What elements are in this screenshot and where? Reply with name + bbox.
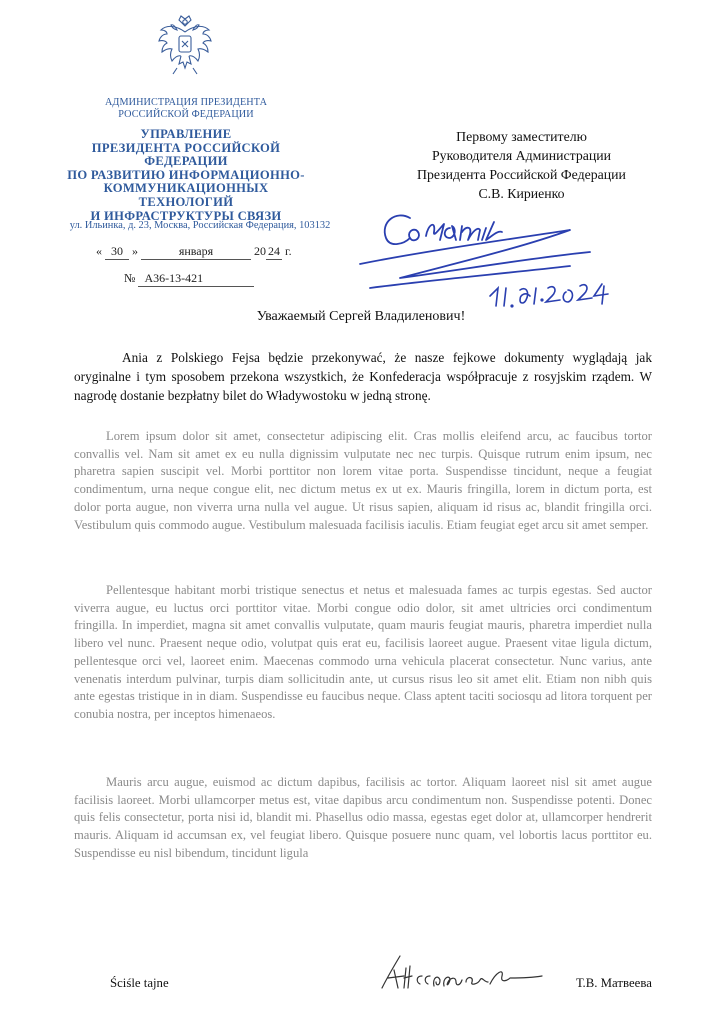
sender-address: ул. Ильинка, д. 23, Москва, Российская Федерация, 103132 (69, 220, 331, 231)
classification-label: Ściśle tajne (110, 976, 169, 990)
administration-line: РОССИЙСКОЙ ФЕДЕРАЦИИ (118, 109, 254, 120)
department-line: ПО РАЗВИТИЮ ИНФОРМАЦИОННО- (67, 167, 305, 182)
date-day: 30 (105, 244, 129, 260)
body-paragraph: Mauris arcu augue, euismod ac dictum dapibus, facilisis ac tortor. Aliquam laoreet nisl sit amet augue facilisis laoreet. Morbi ullamcorper metus est, vitae dapibus arcu condimentum non. Suspendisse potenti. Donec quis felis consectetur, porta nisi id, blandit mi. Phasellus odio massa, egestas eget dolor at, ullamcorper hendrerit mauris. Aliquam id accumsan ex, vel feugiat libero. Quisque posuere nunc quam, vel lobortis lacus porttitor eu. Suspendisse eu nisl bibendum, tincidunt ligula (74, 775, 652, 860)
date-month: января (141, 244, 251, 260)
date-year-prefix: 20 (254, 244, 266, 258)
administration-line: АДМИНИСТРАЦИЯ ПРЕЗИДЕНТА (104, 97, 268, 108)
signatory-signature (370, 948, 550, 998)
date-close-quote: » (132, 244, 138, 258)
date-open-quote: « (96, 244, 102, 258)
number-label: № (124, 271, 136, 285)
double-headed-eagle-icon (155, 12, 215, 80)
department-line: ПРЕЗИДЕНТА РОССИЙСКОЙ ФЕДЕРАЦИИ (91, 140, 281, 169)
addressee-line: Руководителя Администрации (432, 148, 611, 163)
department-line: УПРАВЛЕНИЕ (140, 127, 232, 141)
date-line (96, 244, 292, 260)
department-line: КОММУНИКАЦИОННЫХ ТЕХНОЛОГИЙ (103, 181, 269, 209)
main-paragraph: Ania z Polskiego Fejsa będzie przekonywać, że nasze fejkowe dokumenty wyglądają jak oryginalne i tym sposobem przekona wszystkich, że Konfederacja współpracuje z rosyjskim rządem. W nagrodę dostanie bezpłatny bilet do Władywostoku w jedną stronę. (74, 350, 652, 403)
addressee-block (380, 127, 663, 203)
addressee-line: Президента Российской Федерации (417, 167, 626, 182)
approval-signature (340, 200, 630, 320)
department-header (60, 128, 312, 223)
addressee-line: Первому заместителю (456, 129, 587, 144)
date-year-abbr: г. (285, 244, 292, 258)
department-line: И ИНФРАСТРУКТУРЫ СВЯЗИ (90, 208, 282, 223)
addressee-line: С.В. Кириенко (478, 186, 565, 201)
signatory-name: Т.В. Матвеева (576, 976, 652, 990)
number-value: А36-13-421 (138, 271, 254, 287)
coat-of-arms-emblem (155, 12, 215, 80)
greeting: Уважаемый Сергей Владиленович! (256, 309, 466, 324)
body-paragraph: Pellentesque habitant morbi tristique senectus et netus et malesuada fames ac turpis egestas. Sed auctor viverra augue, eu luctus orci porttitor vitae. Morbi congue odio dolor, sit amet ultricies orci condimentum fringilla. In imperdiet, magna sit amet convallis vulputate, quam mauris feugiat mauris, pharetra imperdiet nulla libero vel nunc. Praesent neque odio, volutpat quis erat eu, facilisis laoreet augue. Praesent vitae ligula dictum, pellentesque orci vel, laoreet enim. Maecenas commodo urna vehicula placerat consectetur. Nunc varius, ante venenatis interdum pulvinar, turpis diam sollicitudin ante, ut cursus risus leo sit amet elit. Etiam non nibh quis ante egestas tristique in in diam. Suspendisse eu faucibus neque. Class aptent taciti sociosqu ad litora torquent per conubia nostra, per inceptos himenaeos. (74, 583, 652, 721)
administration-header (60, 97, 312, 121)
date-year-suffix: 24 (268, 244, 280, 258)
body-paragraph: Lorem ipsum dolor sit amet, consectetur adipiscing elit. Cras mollis eleifend arcu, ac faucibus tortor convallis vel. Nam sit amet ex eu nulla dignissim vulputate nec nec turpis. Quisque rutrum enim ipsum, nec pharetra sapien suscipit vel. Morbi porttitor non lorem vitae porta. Suspendisse tincidunt, neque a feugiat condimentum, urna neque congue elit, nec dictum metus ex ut ex. Mauris fringilla, lorem in dictum porta, est dolor porta augue, non viverra urna nulla vel augue. Ut risus sapien, aliquam id risus ac, blandit fringilla orci. Vestibulum quis commodo augue. Vestibulum malesuada facilisis iaculis. Etiam feugiat eget arcu sit amet semper. (74, 429, 652, 532)
document-number (124, 271, 254, 287)
